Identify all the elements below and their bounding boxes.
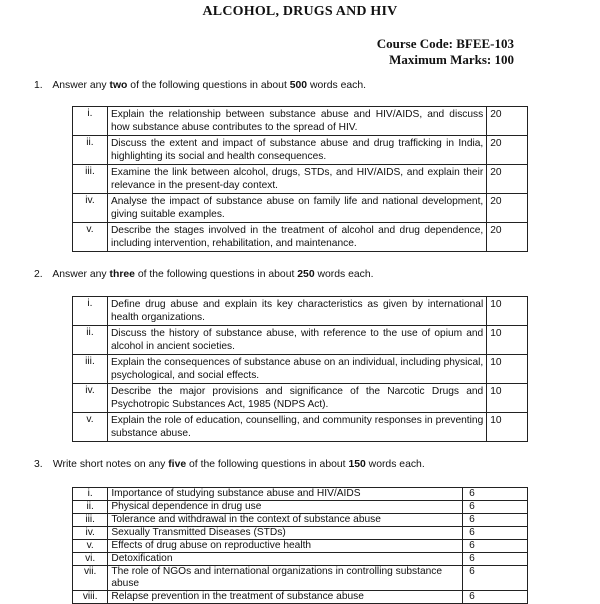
question-number: iv. [73, 384, 108, 413]
question-row [73, 553, 528, 566]
question-text: Examine the link between alcohol, drugs, STDs, and HIV/AIDS, and explain their relevance in the present-day context. [107, 165, 486, 194]
course-meta [377, 36, 514, 68]
section-3-question-table [72, 487, 528, 604]
question-number: ii. [73, 136, 108, 165]
section-2-instruction [34, 269, 374, 280]
section-number: 2. [34, 269, 43, 280]
question-number: i. [73, 297, 108, 326]
question-marks: 6 [463, 527, 528, 540]
instruction-text: Answer any [52, 80, 110, 91]
question-number: ii. [73, 326, 108, 355]
instruction-text: Answer any [52, 269, 110, 280]
question-marks: 10 [487, 355, 528, 384]
instruction-count: two [109, 80, 128, 91]
instruction-text: of the following questions in about [186, 459, 349, 470]
question-row [73, 514, 528, 527]
question-text: Analyse the impact of substance abuse on family life and national development, giving suitable examples. [107, 194, 486, 223]
question-text: The role of NGOs and international organizations in controlling substance abuse [108, 566, 463, 591]
instruction-text: of the following questions in about [134, 269, 298, 280]
question-marks: 6 [463, 591, 528, 604]
section-3-instruction [34, 459, 425, 470]
question-marks: 20 [487, 223, 528, 252]
question-marks: 6 [463, 501, 528, 514]
question-text: Discuss the extent and impact of substance abuse and drug trafficking in India, highlighting its social and health consequences. [107, 136, 486, 165]
instruction-word-count: 500 [289, 80, 308, 91]
question-text: Describe the stages involved in the treatment of alcohol and drug dependence, including intervention, rehabilitation, and maintenance. [107, 223, 486, 252]
instruction-text: words each. [365, 459, 425, 470]
question-text: Importance of studying substance abuse and HIV/AIDS [108, 488, 463, 501]
question-text: Physical dependence in drug use [108, 501, 463, 514]
question-marks: 10 [487, 413, 528, 442]
question-number: iv. [73, 194, 108, 223]
instruction-word-count: 150 [348, 459, 366, 470]
question-row [73, 540, 528, 553]
question-row [73, 488, 528, 501]
question-marks: 10 [487, 297, 528, 326]
instruction-count: five [168, 459, 187, 470]
question-row [73, 297, 528, 326]
question-text: Effects of drug abuse on reproductive health [108, 540, 463, 553]
instruction-word-count: 250 [297, 269, 315, 280]
question-row [73, 223, 528, 252]
question-text: Discuss the history of substance abuse, with reference to the use of opium and alcohol in ancient societies. [107, 326, 486, 355]
question-marks: 6 [463, 566, 528, 591]
question-row [73, 107, 528, 136]
instruction-text: Write short notes on any [52, 459, 169, 470]
question-row [73, 413, 528, 442]
question-number: vi. [73, 553, 108, 566]
question-number: iii. [73, 355, 108, 384]
question-number: i. [73, 107, 108, 136]
instruction-text: words each. [314, 269, 374, 280]
question-marks: 6 [463, 540, 528, 553]
question-text: Explain the role of education, counselling, and community responses in preventing substance abuse. [107, 413, 486, 442]
question-text: Relapse prevention in the treatment of substance abuse [108, 591, 463, 604]
question-row [73, 591, 528, 604]
question-number: vii. [73, 566, 108, 591]
section-2-question-table [72, 296, 528, 442]
question-number: i. [73, 488, 108, 501]
question-row [73, 501, 528, 514]
question-row [73, 165, 528, 194]
section-1-instruction [34, 80, 366, 91]
question-number: ii. [73, 501, 108, 514]
question-marks: 10 [487, 384, 528, 413]
question-marks: 20 [487, 136, 528, 165]
question-marks: 20 [487, 165, 528, 194]
question-marks: 6 [463, 488, 528, 501]
question-row [73, 527, 528, 540]
document-title: ALCOHOL, DRUGS AND HIV [202, 4, 398, 19]
question-marks: 20 [487, 194, 528, 223]
question-row [73, 194, 528, 223]
question-number: iv. [73, 527, 108, 540]
question-text: Tolerance and withdrawal in the context of substance abuse [108, 514, 463, 527]
question-marks: 20 [487, 107, 528, 136]
question-text: Explain the relationship between substance abuse and HIV/AIDS, and discuss how substance abuse contributes to the spread of HIV. [107, 107, 486, 136]
question-text: Define drug abuse and explain its key characteristics as given by international health organizations. [107, 297, 486, 326]
question-row [73, 566, 528, 591]
question-marks: 10 [487, 326, 528, 355]
course-code: Course Code: BFEE-103 [376, 36, 514, 51]
question-row [73, 136, 528, 165]
question-row [73, 355, 528, 384]
instruction-text: of the following questions in about [127, 80, 290, 91]
instruction-text: words each. [307, 80, 366, 91]
instruction-count: three [109, 269, 135, 280]
question-marks: 6 [463, 514, 528, 527]
question-marks: 6 [463, 553, 528, 566]
maximum-marks: Maximum Marks: 100 [389, 52, 514, 67]
question-number: v. [73, 540, 108, 553]
question-number: iii. [73, 514, 108, 527]
question-number: v. [73, 223, 108, 252]
question-text: Detoxification [108, 553, 463, 566]
question-text: Describe the major provisions and significance of the Narcotic Drugs and Psychotropic Substances Act, 1985 (NDPS Act). [107, 384, 486, 413]
section-number: 3. [34, 459, 43, 470]
question-text: Sexually Transmitted Diseases (STDs) [108, 527, 463, 540]
question-number: iii. [73, 165, 108, 194]
question-row [73, 326, 528, 355]
question-row [73, 384, 528, 413]
section-number: 1. [34, 80, 43, 91]
question-text: Explain the consequences of substance abuse on an individual, including physical, psychological, and social effects. [107, 355, 486, 384]
section-1-question-table [72, 106, 528, 252]
question-number: viii. [73, 591, 108, 604]
question-number: v. [73, 413, 108, 442]
